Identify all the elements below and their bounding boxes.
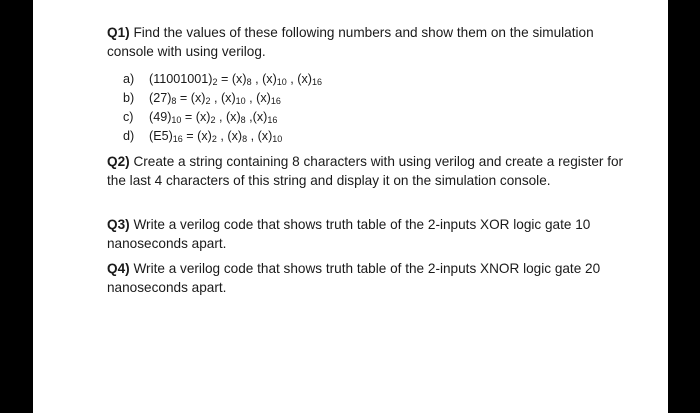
expression-text: = (x) xyxy=(176,91,206,105)
number-base: 16 xyxy=(270,96,281,106)
expression-text: ,(x) xyxy=(245,110,268,124)
expression-text: , (x) xyxy=(251,72,277,86)
number-base: 8 xyxy=(242,134,248,144)
number-base: 2 xyxy=(212,77,218,87)
expression-text: , (x) xyxy=(215,110,241,124)
expression-text: = (x) xyxy=(182,129,212,143)
question-1-item-b xyxy=(123,89,281,108)
expression-text: (49) xyxy=(149,110,172,124)
number-base: 10 xyxy=(272,134,283,144)
number-base: 16 xyxy=(311,77,322,87)
expression-text: , (x) xyxy=(210,91,236,105)
item-label: b) xyxy=(123,91,135,105)
number-base: 2 xyxy=(210,115,216,125)
question-2-label: Q2) xyxy=(107,154,130,169)
number-base: 10 xyxy=(171,115,182,125)
question-3-text: Write a verilog code that shows truth table of the 2-inputs XOR logic gate 10 nanoseconds apart. xyxy=(107,217,591,251)
document-page xyxy=(33,0,668,413)
number-base: 10 xyxy=(276,77,287,87)
question-3 xyxy=(107,215,627,253)
question-1-text: Find the values of these following numbers and show them on the simulation console with using verilog. xyxy=(107,25,594,59)
number-base: 8 xyxy=(240,115,246,125)
number-base: 2 xyxy=(205,96,211,106)
question-1 xyxy=(107,23,627,61)
expression-text: (27) xyxy=(149,91,172,105)
item-label: c) xyxy=(123,110,134,124)
item-expression xyxy=(149,129,282,143)
item-expression xyxy=(149,110,277,124)
question-3-label: Q3) xyxy=(107,217,130,232)
number-base: 10 xyxy=(235,96,246,106)
expression-text: , (x) xyxy=(216,129,243,143)
item-label: a) xyxy=(123,72,135,86)
question-1-item-a xyxy=(123,70,322,89)
question-1-label: Q1) xyxy=(107,25,130,40)
question-2 xyxy=(107,152,627,190)
item-label: d) xyxy=(123,129,135,143)
number-base: 8 xyxy=(246,77,252,87)
item-expression xyxy=(149,72,322,86)
question-4-label: Q4) xyxy=(107,261,130,276)
expression-text: = (x) xyxy=(181,110,211,124)
expression-text: (11001001) xyxy=(149,72,213,86)
item-expression xyxy=(149,91,281,105)
question-1-item-d xyxy=(123,127,282,146)
expression-text: (E5) xyxy=(149,129,173,143)
number-base: 8 xyxy=(171,96,177,106)
question-1-item-c xyxy=(123,108,277,127)
number-base: 16 xyxy=(267,115,278,125)
expression-text: , (x) xyxy=(245,91,271,105)
expression-text: , (x) xyxy=(247,129,273,143)
expression-text: , (x) xyxy=(286,72,312,86)
expression-text: = (x) xyxy=(217,72,247,86)
question-2-text: Create a string containing 8 characters with using verilog and create a register for the last 4 characters of this string and display it on the simulation console. xyxy=(107,154,624,188)
question-4-text: Write a verilog code that shows truth table of the 2-inputs XNOR logic gate 20 nanoseconds apart. xyxy=(107,261,601,295)
question-4 xyxy=(107,259,627,297)
number-base: 2 xyxy=(211,134,217,144)
number-base: 16 xyxy=(172,134,183,144)
